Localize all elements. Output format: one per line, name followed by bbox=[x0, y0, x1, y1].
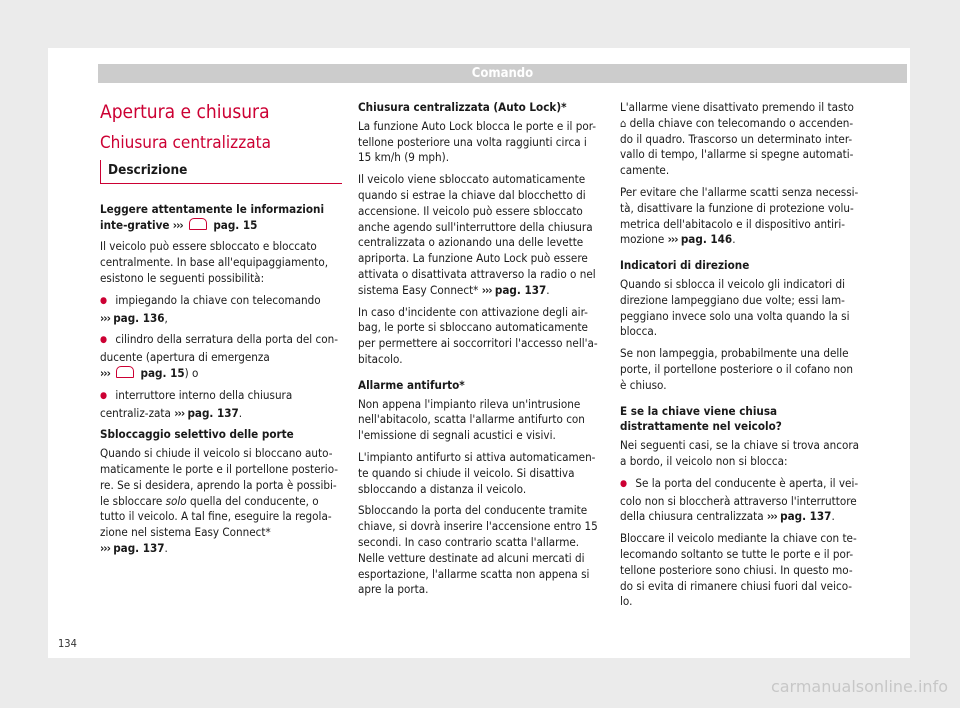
column-right bbox=[620, 100, 862, 616]
arrow-icon: ››› bbox=[174, 405, 185, 420]
manual-page bbox=[48, 48, 910, 658]
arrow-icon: ››› bbox=[667, 232, 678, 247]
arrow-icon: ››› bbox=[100, 365, 110, 380]
arrow-icon: ››› bbox=[172, 217, 183, 232]
arrow-icon: ››› bbox=[100, 310, 110, 325]
paragraph: L'impianto antifurto si attiva automaticamen-te quando si chiude il veicolo. Si disattiva sbloccando a distanza il veicolo. bbox=[358, 449, 596, 496]
paragraph: In caso d'incidente con attivazione degli air-bag, le porte si sbloccano automaticamente per permettere ai soccorritori l'accesso nell'a-bitacolo. bbox=[358, 304, 598, 366]
section-header: Comando bbox=[98, 64, 907, 83]
heading-description: Descrizione bbox=[108, 162, 188, 178]
heading-main: Apertura e chiusura bbox=[100, 101, 270, 123]
paragraph: L'allarme viene disattivato premendo il tasto ⌂ della chiave con telecomando o accenden-do il quadro. Trascorso un determinato inter-vallo di tempo, l'allarme si spegne automati-camente. bbox=[620, 100, 854, 178]
paragraph: Se non lampeggia, probabilmente una delle porte, il portellone posteriore o il cofano non è chiuso. bbox=[620, 346, 853, 392]
subheading: Sbloccaggio selettivo delle porte bbox=[100, 427, 294, 442]
page-number: 134 bbox=[58, 637, 77, 650]
heading-description-box bbox=[100, 160, 342, 184]
intro-paragraph: Leggere attentamente le informazioni inte-grative ››› pag. 15 bbox=[100, 201, 325, 232]
page-ref[interactable]: pag. 136 bbox=[113, 310, 165, 325]
arrow-icon: ››› bbox=[100, 540, 110, 555]
paragraph: Quando si sblocca il veicolo gli indicatori di direzione lampeggiano due volte; essi lam-peggiano invece solo una volta quando la si blocca. bbox=[620, 276, 850, 339]
lock-icon: ⌂ bbox=[620, 116, 627, 130]
page-ref[interactable]: pag. 137 bbox=[780, 509, 832, 524]
car-warning-icon bbox=[116, 366, 134, 378]
page-ref[interactable]: pag. 15 bbox=[140, 365, 185, 380]
bullet-item: ● interruttore interno della chiusura centraliz-zata ››› pag. 137. bbox=[100, 388, 342, 422]
paragraph: Per evitare che l'allarme scatti senza necessi-tà, disattivare la funzione di protezione volu-metrica dell'abitacolo e il dispositivo antiri-mozione ››› pag. 146. bbox=[620, 184, 859, 247]
heading-sub: Chiusura centralizzata bbox=[100, 133, 271, 153]
bullet-item: ● Se la porta del conducente è aperta, il vei-colo non si bloccherà attraverso l'interruttore della chiusura centralizzata ››› pag. 137. bbox=[620, 476, 862, 525]
column-left bbox=[100, 100, 342, 563]
car-warning-icon bbox=[189, 218, 207, 230]
subheading: Indicatori di direzione bbox=[620, 258, 750, 273]
paragraph: Non appena l'impianto rileva un'intrusione nell'abitacolo, scatta l'allarme antifurto con l'emissione di segnali acustici e visivi. bbox=[358, 396, 585, 443]
paragraph: Sbloccando la porta del conducente tramite chiave, si dovrà inserire l'accensione entro 15 secondi. In caso contrario scatta l'allarme. Nelle vetture destinate ad alcuni mercati di esportazione, l'allarme scatta non appena si apre la porta. bbox=[358, 503, 598, 597]
column-middle bbox=[358, 100, 600, 604]
page-ref[interactable]: pag. 137 bbox=[187, 405, 239, 420]
paragraph: Nei seguenti casi, se la chiave si trova ancora a bordo, il veicolo non si blocca: bbox=[620, 438, 860, 468]
arrow-icon: ››› bbox=[481, 282, 492, 297]
arrow-icon: ››› bbox=[766, 509, 777, 524]
page-ref[interactable]: pag. 137 bbox=[494, 282, 547, 297]
bullet-item: ● cilindro della serratura della porta del con-ducente (apertura di emergenza ››› pag. 15) o bbox=[100, 332, 342, 381]
page-ref[interactable]: pag. 146 bbox=[680, 232, 733, 247]
page-ref[interactable]: pag. 15 bbox=[213, 217, 258, 232]
subheading: E se la chiave viene chiusa distrattamente nel veicolo? bbox=[620, 403, 782, 434]
page-ref[interactable]: pag. 137 bbox=[113, 540, 165, 555]
subheading: Allarme antifurto* bbox=[358, 377, 465, 392]
bullet-item: ● impiegando la chiave con telecomando ››› pag. 136, bbox=[100, 293, 342, 327]
watermark: carmanualsonline.info bbox=[770, 677, 948, 696]
paragraph: Il veicolo può essere sbloccato e bloccato centralmente. In base all'equipaggiamento, esistono le seguenti possibilità: bbox=[100, 239, 329, 285]
paragraph: Il veicolo viene sbloccato automaticamente quando si estrae la chiave dal blocchetto di accensione. Il veicolo può essere sbloccato anche agendo sull'interruttore della chiusura centralizzata o azionando una delle levette apriporta. La funzione Auto Lock può essere attivata o disattivata attraverso la radio o nel sistema Easy Connect* ››› pag. 137. bbox=[358, 172, 596, 297]
subheading: Chiusura centralizzata (Auto Lock)* bbox=[358, 100, 567, 114]
paragraph: Bloccare il veicolo mediante la chiave con te-lecomando soltanto se tutte le porte e il por-tellone posteriore sono chiusi. In questo mo-do si evita di rimanere chiusi fuori dal veico-lo. bbox=[620, 531, 857, 609]
paragraph: Quando si chiude il veicolo si bloccano auto-maticamente le porte e il portellone posterio-re. Se si desidera, aprendo la porta è possibi-le sbloccare solo quella del conducente, o tutto il veicolo. A tal fine, eseguire la regola-zione nel sistema Easy Connect* ››› pag. 137. bbox=[100, 446, 339, 555]
paragraph: La funzione Auto Lock blocca le porte e il por-tellone posteriore una volta raggiunti circa i 15 km/h (9 mph). bbox=[358, 118, 597, 165]
